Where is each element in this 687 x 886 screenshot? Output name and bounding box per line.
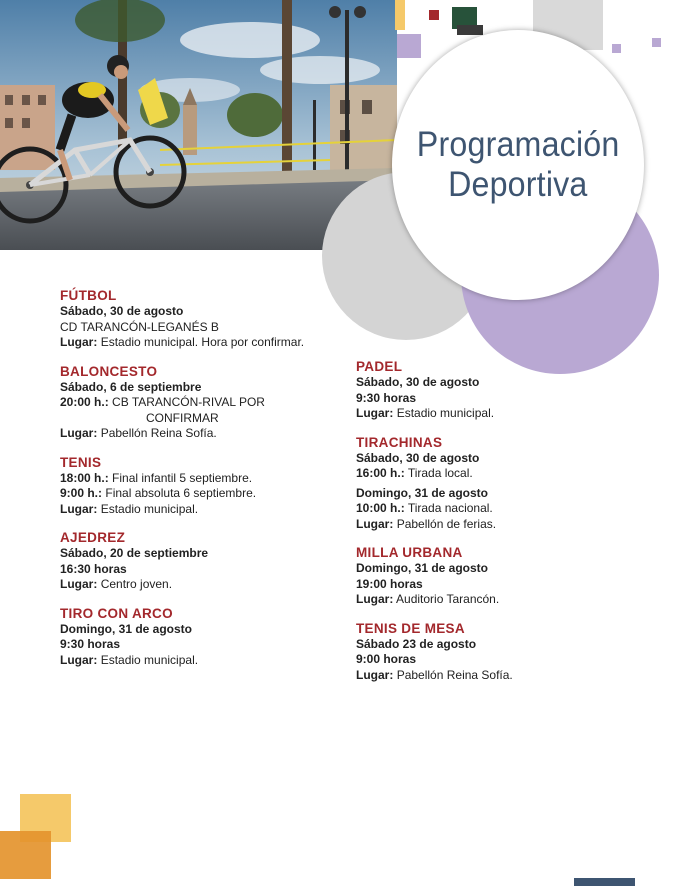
event-name: Tirada local. xyxy=(407,466,473,480)
event-date: Domingo, 31 de agosto xyxy=(356,561,489,575)
event-time: 9:00 h.: xyxy=(60,486,103,500)
lugar-value: Estadio municipal. xyxy=(100,501,199,516)
event-date: Domingo, 31 de agosto xyxy=(356,485,489,500)
lugar-label: Lugar: xyxy=(60,652,98,667)
event-time: 9:00 horas xyxy=(356,652,417,666)
event-date: Sábado, 20 de septiembre xyxy=(60,546,209,560)
event-date: Domingo, 31 de agosto xyxy=(60,621,193,636)
section-tenis xyxy=(60,454,340,518)
decor-square xyxy=(397,34,421,58)
lugar-value: Pabellón Reina Sofía. xyxy=(100,426,217,440)
lugar-value: Centro joven. xyxy=(100,577,173,591)
event-date: Sábado, 6 de septiembre xyxy=(60,379,202,394)
page-title-line1: Programación xyxy=(416,125,620,164)
event-time: 20:00 h.: xyxy=(60,395,109,409)
lugar-label: Lugar: xyxy=(60,335,98,349)
section-title: MILLA URBANA xyxy=(356,545,463,560)
section-title: BALONCESTO xyxy=(60,363,158,379)
section-padel xyxy=(356,358,656,422)
event-time: 9:30 horas xyxy=(60,637,121,651)
page-title-line2: Deportiva xyxy=(448,165,588,204)
section-title: TIRO CON ARCO xyxy=(60,605,173,621)
lugar-label: Lugar: xyxy=(60,501,98,516)
event-time: 18:00 h.: xyxy=(60,470,109,485)
event-name: Final absoluta 6 septiembre. xyxy=(105,486,257,500)
event-time: 19:00 horas xyxy=(356,576,423,591)
event-name: CD TARANCÓN-LEGANÉS B xyxy=(60,319,219,334)
event-date: Sábado, 30 de agosto xyxy=(356,450,480,465)
section-title: TENIS DE MESA xyxy=(356,620,465,636)
section-title: PADEL xyxy=(356,359,403,374)
section-futbol xyxy=(60,287,340,351)
left-column xyxy=(60,287,340,680)
decor-square xyxy=(429,10,439,20)
title-circle xyxy=(392,30,644,300)
lugar-value: Estadio municipal. Hora por confirmar. xyxy=(100,335,305,349)
event-time: 16:30 horas xyxy=(60,561,127,576)
lugar-value: Auditorio Tarancón. xyxy=(396,592,500,606)
lugar-label: Lugar: xyxy=(60,426,98,440)
lugar-label: Lugar: xyxy=(356,667,394,682)
section-ajedrez xyxy=(60,529,340,593)
event-name: Final infantil 5 septiembre. xyxy=(112,470,253,485)
section-baloncesto xyxy=(60,363,340,442)
event-name: CB TARANCÓN-RIVAL POR xyxy=(112,395,265,409)
decor-square xyxy=(457,25,483,35)
event-time: 9:30 horas xyxy=(356,390,417,405)
event-name: Tirada nacional. xyxy=(407,501,493,515)
lugar-label: Lugar: xyxy=(356,406,394,420)
lugar-value: Pabellón de ferias. xyxy=(396,516,497,531)
decor-square xyxy=(652,38,661,47)
event-time: 10:00 h.: xyxy=(356,501,405,515)
lugar-label: Lugar: xyxy=(60,577,98,591)
event-date: Sábado, 30 de agosto xyxy=(60,304,184,318)
lugar-value: Pabellón Reina Sofía. xyxy=(396,667,513,682)
right-column xyxy=(356,358,656,695)
lugar-value: Estadio municipal. xyxy=(100,652,199,667)
decor-square xyxy=(0,831,51,879)
event-date: Sábado 23 de agosto xyxy=(356,636,477,651)
lugar-value: Estadio municipal. xyxy=(396,406,495,420)
decor-square xyxy=(612,44,621,53)
event-time: 16:00 h.: xyxy=(356,466,405,480)
section-title: FÚTBOL xyxy=(60,288,117,303)
section-tirachinas xyxy=(356,434,656,533)
decor-square xyxy=(395,0,405,30)
event-date: Sábado, 30 de agosto xyxy=(356,375,480,389)
lugar-label: Lugar: xyxy=(356,516,394,531)
lugar-label: Lugar: xyxy=(356,592,394,606)
section-title: TIRACHINAS xyxy=(356,434,443,450)
decor-bar xyxy=(574,878,635,886)
event-name-cont: CONFIRMAR xyxy=(146,410,219,425)
section-tiro-con-arco xyxy=(60,605,340,669)
section-milla-urbana xyxy=(356,544,656,608)
section-title: AJEDREZ xyxy=(60,530,126,545)
section-tenis-de-mesa xyxy=(356,620,656,684)
section-title: TENIS xyxy=(60,454,102,470)
